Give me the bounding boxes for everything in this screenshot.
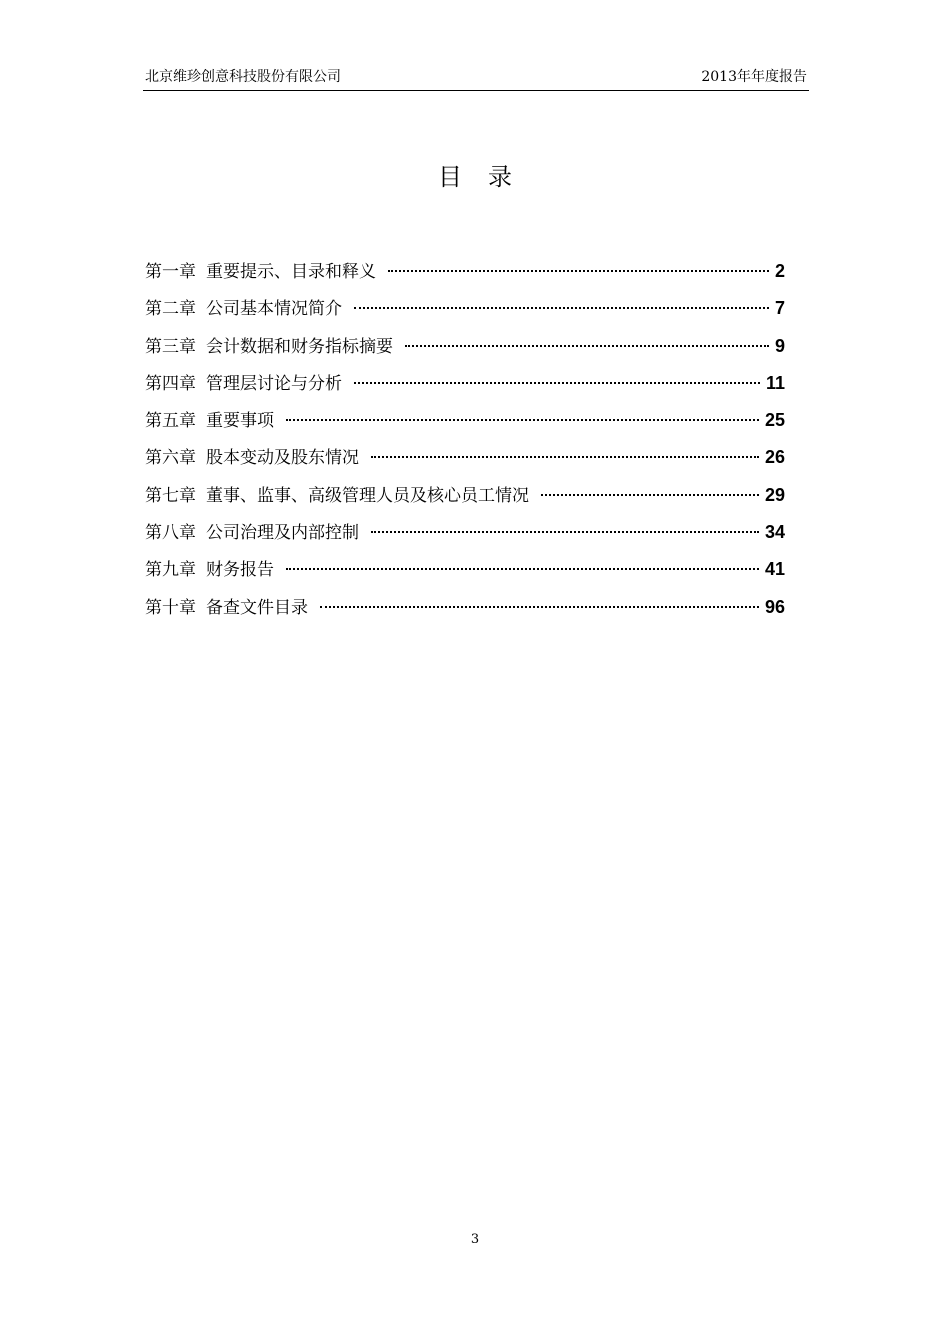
- toc-chapter-number: 第十章: [145, 597, 196, 618]
- toc-chapter-title: 备查文件目录: [206, 597, 308, 618]
- toc-page-number: 34: [764, 522, 785, 543]
- toc-entry-chapter-10[interactable]: [145, 592, 785, 629]
- page-number: 3: [470, 1232, 480, 1247]
- toc-entry-chapter-4[interactable]: [145, 368, 785, 405]
- toc-page-number: 29: [764, 484, 785, 505]
- toc-chapter-number: 第九章: [145, 560, 196, 581]
- toc-entry-chapter-8[interactable]: [145, 517, 785, 554]
- toc-chapter-number: 第一章: [145, 262, 196, 282]
- toc-chapter-title: 财务报告: [206, 560, 274, 581]
- toc-chapter-title: 董事、监事、高级管理人员及核心员工情况: [206, 485, 529, 506]
- toc-chapter-number: 第二章: [145, 299, 196, 320]
- toc-dot-leader: [371, 531, 759, 533]
- toc-chapter-number: 第七章: [145, 485, 196, 506]
- toc-dot-leader: [354, 307, 769, 309]
- toc-entry-chapter-1[interactable]: [145, 256, 785, 293]
- toc-entry-chapter-6[interactable]: [145, 442, 785, 479]
- toc-page-number: 11: [765, 372, 785, 393]
- toc-chapter-number: 第五章: [145, 411, 196, 432]
- toc-entry-chapter-5[interactable]: [145, 405, 785, 442]
- toc-chapter-number: 第三章: [145, 336, 196, 357]
- toc-page-number: 7: [774, 298, 785, 319]
- toc-entry-chapter-9[interactable]: [145, 554, 785, 591]
- toc-dot-leader: [388, 270, 769, 272]
- toc-list: [145, 256, 785, 629]
- header-report-title: 2013年年度报告: [701, 69, 807, 85]
- toc-entry-chapter-3[interactable]: [145, 331, 785, 368]
- toc-page-number: 41: [764, 559, 785, 580]
- toc-chapter-title: 重要事项: [206, 411, 274, 432]
- toc-title: 目录: [438, 163, 538, 191]
- toc-page-number: 96: [764, 596, 785, 617]
- toc-dot-leader: [405, 345, 769, 347]
- toc-chapter-title: 公司治理及内部控制: [206, 523, 359, 544]
- toc-chapter-title: 管理层讨论与分析: [206, 373, 342, 394]
- toc-page-number: 25: [764, 410, 785, 431]
- toc-chapter-number: 第八章: [145, 523, 196, 544]
- toc-chapter-title: 公司基本情况简介: [206, 299, 342, 320]
- toc-page-number: 2: [774, 261, 785, 281]
- toc-dot-leader: [286, 568, 759, 570]
- toc-chapter-number: 第六章: [145, 448, 196, 469]
- toc-entry-chapter-7[interactable]: [145, 480, 785, 517]
- toc-chapter-title: 会计数据和财务指标摘要: [206, 336, 393, 357]
- toc-page-number: 26: [764, 447, 785, 468]
- toc-dot-leader: [371, 456, 759, 458]
- toc-dot-leader: [354, 382, 760, 384]
- header-company-name: 北京维珍创意科技股份有限公司: [145, 69, 341, 85]
- toc-entry-chapter-2[interactable]: [145, 293, 785, 330]
- toc-dot-leader: [541, 494, 759, 496]
- toc-dot-leader: [320, 606, 759, 608]
- page-header: [143, 64, 809, 91]
- toc-dot-leader: [286, 419, 759, 421]
- toc-page-number: 9: [774, 335, 785, 356]
- toc-chapter-title: 股本变动及股东情况: [206, 448, 359, 469]
- toc-chapter-title: 重要提示、目录和释义: [206, 262, 376, 282]
- toc-chapter-number: 第四章: [145, 373, 196, 394]
